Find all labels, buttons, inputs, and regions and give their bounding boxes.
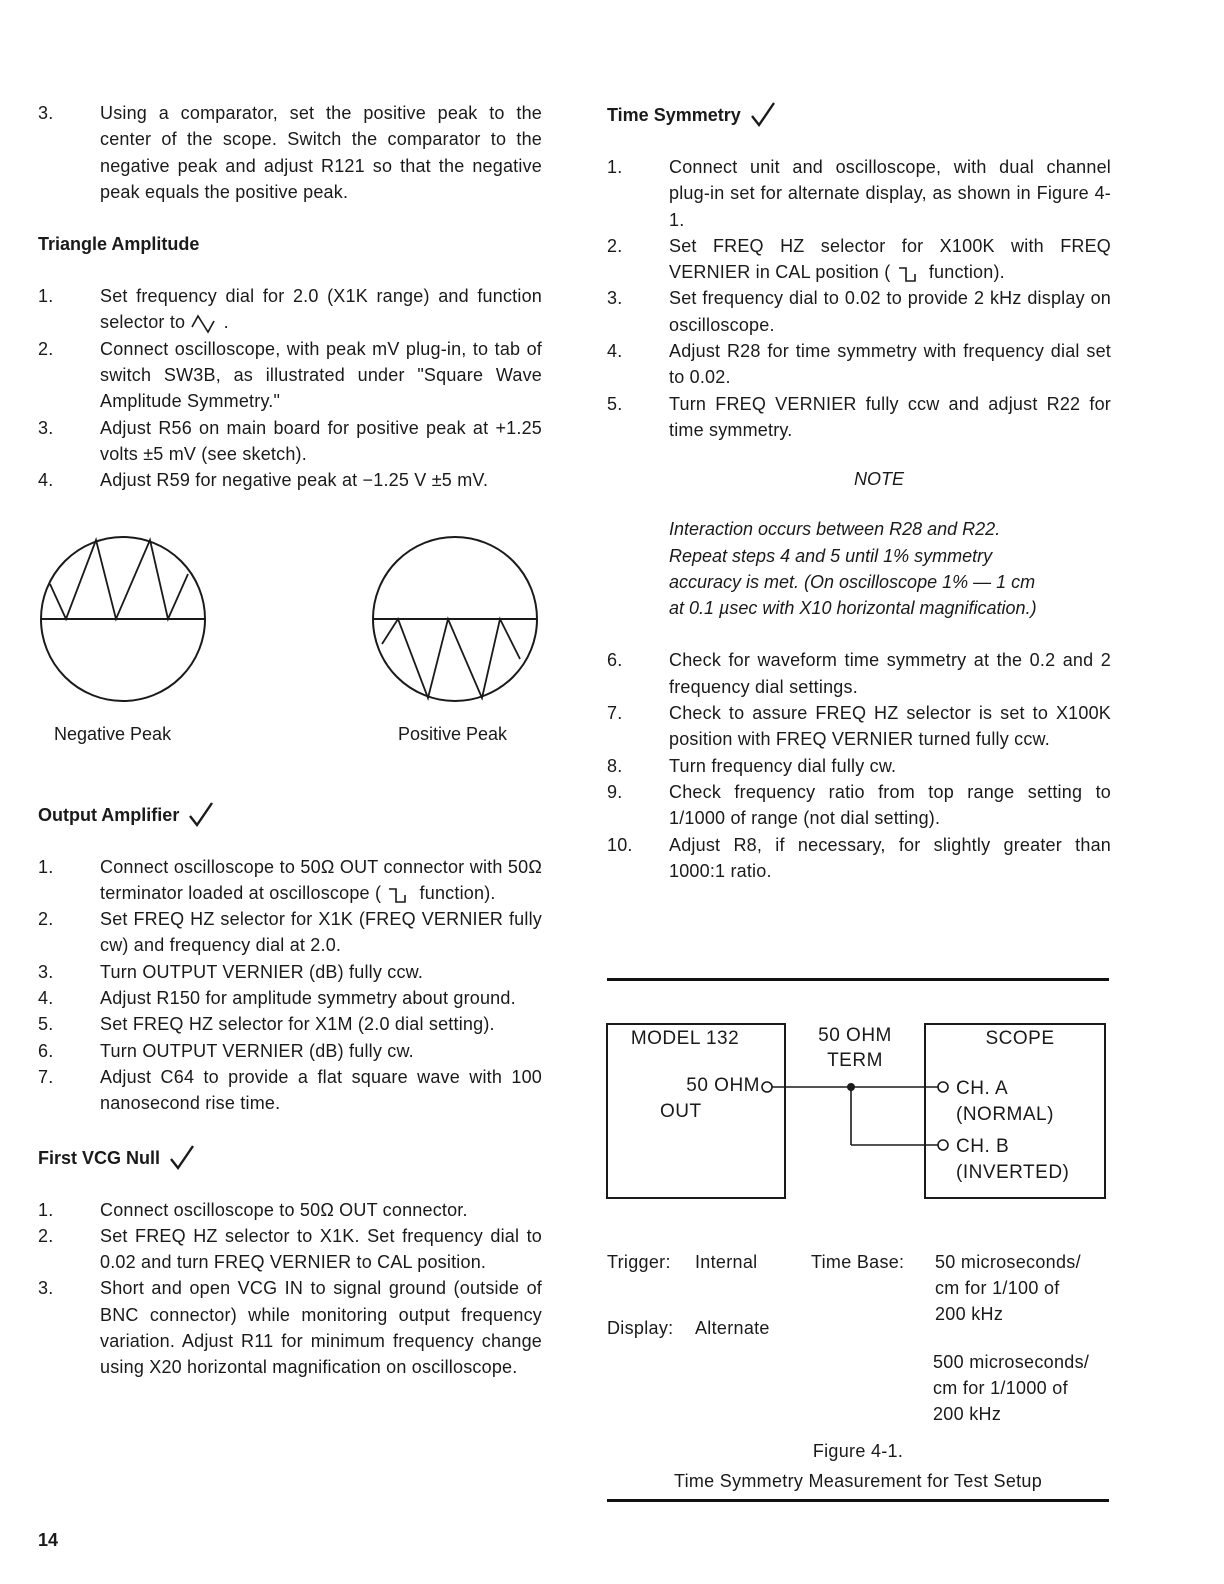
check-mark-icon [187,800,215,828]
list-item: 9. Check frequency ratio from top range setting to 1/1000 of range (not dial setting). [607,781,1111,829]
list-item: 2. Set FREQ HZ selector to X1K. Set frequency dial to 0.02 and turn FREQ VERNIER to CAL position. [38,1225,542,1273]
timebase-label: Time Base: [811,1252,905,1272]
list-item: 2. Set FREQ HZ selector for X100K with FREQ VERNIER in CAL position ( function). [607,233,1111,286]
left-column [38,100,542,1381]
list-item: 7. Check to assure FREQ HZ selector is set to X100K position with FREQ VERNIER turned fully ccw. [607,703,1111,750]
list-item: 3. Adjust R56 on main board for positive peak at +1.25 volts ±5 mV (see sketch). [38,417,542,464]
figure-caption-number: Figure 4-1. [812,1441,904,1461]
right-column [607,100,1111,884]
list-item: 3. Set frequency dial to 0.02 to provide 2 kHz display on oscilloscope. [607,288,1111,335]
list-item: 6. Check for waveform time symmetry at the 0.2 and 2 frequency dial settings. [607,650,1111,697]
list-item: 10. Adjust R8, if necessary, for slightly greater than 1000:1 ratio. [607,834,1111,881]
scope-box-title: SCOPE [985,1028,1055,1049]
list-item: 1. Connect oscilloscope to 50Ω OUT connector with 50Ω terminator loaded at oscilloscope ( function). [38,854,542,907]
negative-peak-label: Negative Peak [54,723,172,744]
model-out-label-1: 50 OHM [686,1075,760,1096]
list-item: 4. Adjust R59 for negative peak at −1.25 V ±5 mV. [38,470,489,491]
list-item: 1. Connect unit and oscilloscope, with dual channel plug-in set for alternate display, as shown in Figure 4-1. [607,157,1111,230]
list-item: 5. Turn FREQ VERNIER fully ccw and adjust R22 for time symmetry. [607,393,1111,440]
timebase-value-1: 50 microseconds/ cm for 1/100 of 200 kHz [935,1252,1081,1324]
ch-a-mode: (NORMAL) [956,1104,1054,1125]
trigger-label: Trigger: [607,1252,671,1272]
list-item: 7. Adjust C64 to provide a flat square wave with 100 nanosecond rise time. [38,1066,542,1114]
timebase-value-2: 500 microseconds/ cm for 1/1000 of 200 kHz [933,1352,1090,1424]
ch-b-label: CH. B [956,1136,1010,1157]
list-item: 2. Connect oscilloscope, with peak mV plug-in, to tab of switch SW3B, as illustrated under "Square Wave Amplitude Symmetry." [38,338,542,412]
scope-sketches [38,534,542,744]
section-heading-triangle: Triangle Amplitude [38,234,200,255]
list-item: 3. Short and open VCG IN to signal ground (outside of BNC connector) while monitoring output frequency variation. Adjust R11 for minimum frequency change using X20 horizontal magnification on oscilloscope. [38,1278,542,1378]
figure-bottom-rule [607,1499,1109,1502]
list-item: 6. Turn OUTPUT VERNIER (dB) fully cw. [38,1040,414,1061]
figure-top-rule [607,978,1109,981]
display-value: Alternate [695,1318,770,1338]
term-label-1: 50 OHM [818,1025,892,1046]
model-out-label-2: OUT [660,1101,702,1122]
list-item: 1. Connect oscilloscope to 50Ω OUT connector. [38,1199,468,1220]
positive-peak-scope [370,534,540,704]
square-wave-icon [896,262,924,284]
check-mark-icon [168,1143,196,1171]
list-item: 2. Set FREQ HZ selector for X1K (FREQ VERNIER fully cw) and frequency dial at 2.0. [38,909,542,956]
list-item: 3. Using a comparator, set the positive peak to the center of the scope. Switch the comparator to the negative peak and adjust R121 so that the negative peak equals the positive peak. [38,103,542,202]
negative-peak-scope [38,534,208,704]
list-item: 3. Turn OUTPUT VERNIER (dB) fully ccw. [38,961,424,982]
trigger-value: Internal [695,1252,758,1272]
note-body: Interaction occurs between R28 and R22. Repeat steps 4 and 5 until 1% symmetry accuracy is met. (On oscilloscope 1% — 1 cm at 0.1 µsec with X10 horizontal magnification.) [669,519,1037,619]
list-item: 4. Adjust R150 for amplitude symmetry about ground. [38,988,516,1009]
ch-a-label: CH. A [956,1078,1009,1099]
page-number: 14 [38,1530,59,1550]
section-heading-time-symmetry: Time Symmetry [607,100,1111,128]
list-item: 5. Set FREQ HZ selector for X1M (2.0 dial setting). [38,1014,495,1035]
check-mark-icon [749,100,777,128]
list-item: 8. Turn frequency dial fully cw. [607,755,897,776]
positive-peak-label: Positive Peak [398,723,508,744]
section-heading-vcg: First VCG Null [38,1143,542,1171]
section-heading-output: Output Amplifier [38,800,542,828]
term-label-2: TERM [827,1050,883,1071]
figure-caption-title: Time Symmetry Measurement for Test Setup [673,1471,1043,1491]
ch-b-mode: (INVERTED) [956,1162,1070,1183]
list-item: 4. Adjust R28 for time symmetry with frequency dial set to 0.02. [607,341,1111,388]
square-wave-icon [386,883,414,905]
triangle-wave-icon [190,313,218,335]
note-title: NOTE [853,469,904,490]
display-label: Display: [607,1318,674,1338]
model-box-title: MODEL 132 [630,1028,740,1049]
list-item: 1. Set frequency dial for 2.0 (X1K range) and function selector to . [38,283,542,336]
